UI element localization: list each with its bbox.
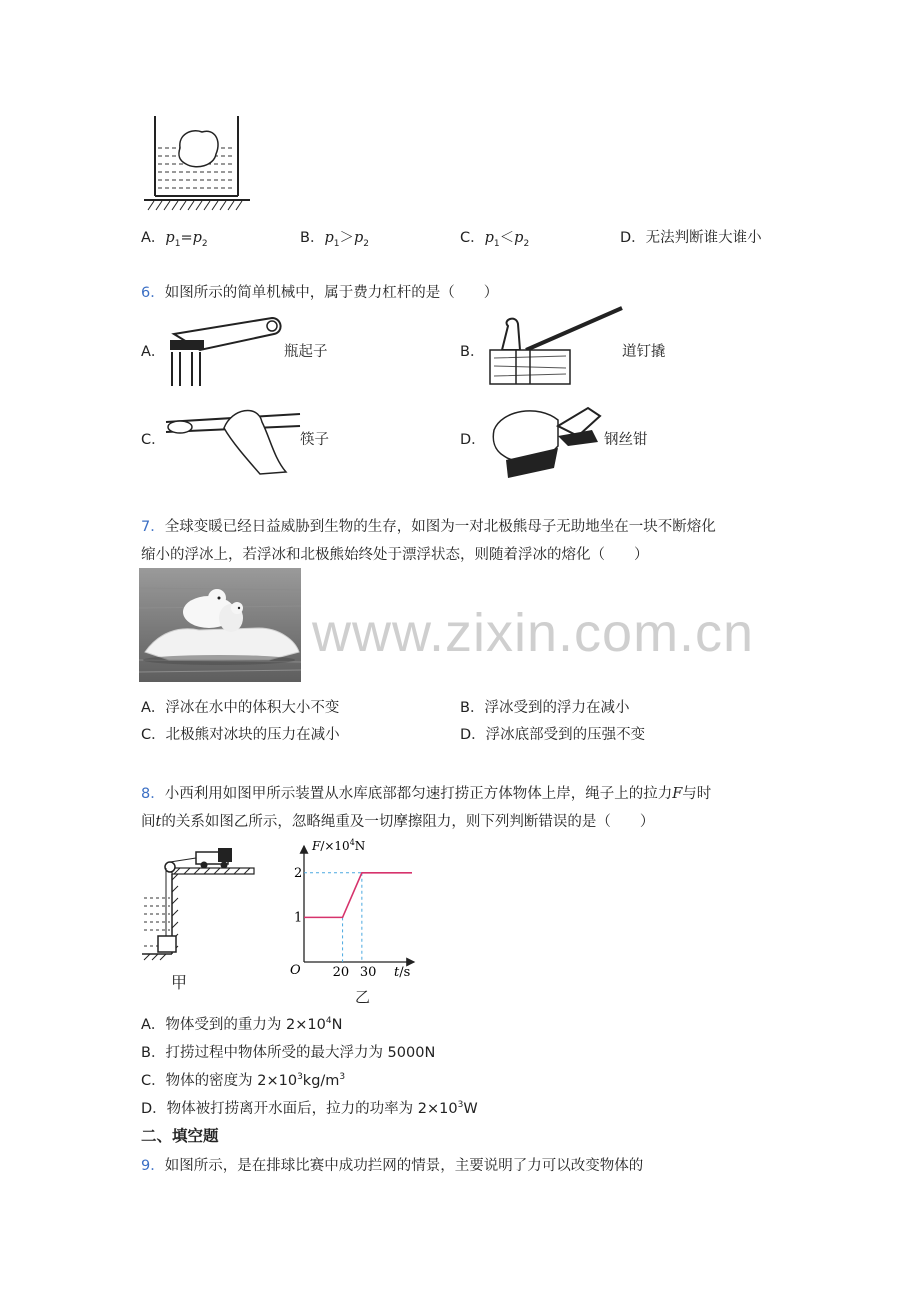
origin-label: O [290, 963, 301, 978]
option-text: 物体受到的重力为 2×10 [165, 1017, 326, 1033]
figure-jia-caption: 甲 [171, 973, 188, 992]
chopsticks-icon [162, 398, 302, 478]
bottle-opener-icon [160, 312, 288, 388]
q6-option-d-label[interactable]: D． [460, 432, 486, 448]
time-symbol: t [155, 814, 162, 830]
q5-option-c[interactable] [460, 226, 529, 249]
q6-option-a-caption: 瓶起子 [284, 344, 328, 360]
subscript: 2 [523, 238, 530, 249]
option-unit: kg/m [302, 1073, 340, 1089]
q6-option-b-label[interactable]: B． [460, 344, 485, 360]
question-text: 间 [141, 814, 156, 830]
x-axis-label: t/s [394, 965, 411, 978]
watermark-text: www.zixin.com.cn [312, 603, 755, 663]
q8-option-a[interactable] [141, 1013, 342, 1034]
option-text: 浮冰在水中的体积大小不变 [165, 700, 340, 716]
q7-option-b[interactable] [460, 696, 629, 717]
relation: = [180, 230, 193, 246]
relation: ＜ [499, 230, 515, 246]
q5-option-b[interactable] [300, 226, 369, 249]
q6-option-b-caption: 道钉撬 [622, 344, 666, 360]
p-symbol: p [324, 230, 334, 246]
question-text: 的关系如图乙所示，忽略绳重及一切摩擦阻力，则下列判断错误的是（ ） [161, 814, 655, 830]
q5-option-a[interactable] [141, 226, 208, 249]
y-axis-label: $F/\times 10^4N$ [312, 838, 366, 853]
option-text: 物体的密度为 2×10 [165, 1073, 298, 1089]
p-symbol: p [165, 230, 175, 246]
question-7-stem-line1 [141, 515, 716, 536]
q6-option-c-label[interactable]: C． [141, 432, 166, 448]
question-text: 与时 [682, 786, 712, 802]
force-time-chart [282, 834, 422, 978]
option-label: B． [141, 1045, 166, 1061]
option-label: C． [141, 1073, 166, 1089]
q6-option-c-caption: 筷子 [300, 432, 329, 448]
option-label: B． [460, 700, 485, 716]
subscript: 2 [201, 238, 208, 249]
question-number: 6． [141, 285, 165, 301]
question-number: 8． [141, 786, 165, 802]
figure-yi-caption: 乙 [355, 988, 371, 1006]
y-tick-label: 2 [294, 865, 303, 881]
superscript: 3 [297, 1072, 303, 1083]
subscript: 1 [333, 238, 340, 249]
option-label: D． [141, 1101, 167, 1117]
superscript: 3 [457, 1100, 464, 1111]
question-7-stem-line2: 缩小的浮冰上，若浮冰和北极熊始终处于漂浮状态，则随着浮冰的熔化（ ） [141, 547, 649, 563]
superscript: 3 [339, 1072, 346, 1083]
option-label: A． [141, 230, 166, 246]
question-9-stem [141, 1154, 643, 1175]
q5-option-d[interactable] [620, 226, 762, 247]
option-label: C． [460, 230, 485, 246]
option-label: A． [141, 1017, 166, 1033]
y-tick-label: 1 [294, 910, 303, 926]
option-label: A． [141, 700, 166, 716]
option-text: 打捞过程中物体所受的最大浮力为 5000N [165, 1045, 436, 1061]
q7-option-d[interactable] [460, 723, 645, 744]
relation: ＞ [339, 230, 354, 246]
q6-option-d-caption: 钢丝钳 [604, 432, 648, 448]
polar-bear-ice-photo [139, 568, 301, 682]
p-symbol: p [192, 230, 202, 246]
force-series-line [304, 873, 412, 918]
question-8-stem-line2 [141, 810, 654, 831]
superscript: 4 [325, 1016, 332, 1027]
p-symbol: p [484, 230, 494, 246]
q8-option-d[interactable] [141, 1097, 478, 1118]
wire-pliers-icon [488, 396, 608, 484]
x-tick-label: 20 [332, 965, 350, 978]
question-number: 9． [141, 1158, 165, 1174]
question-8-stem-line1 [141, 782, 711, 803]
option-text: 浮冰受到的浮力在减小 [484, 700, 630, 716]
q7-option-a[interactable] [141, 696, 339, 717]
section-title: 二、填空题 [141, 1127, 219, 1145]
container-ball-figure [140, 110, 252, 214]
option-label: C． [141, 727, 166, 743]
question-text: 如图所示的简单机械中，属于费力杠杆的是（ ） [164, 285, 499, 301]
x-tick-label: 30 [359, 965, 377, 978]
q6-option-a-label[interactable]: A． [141, 344, 166, 360]
subscript: 2 [363, 238, 370, 249]
spike-crowbar-icon [486, 306, 626, 390]
question-text: 全球变暖已经日益威胁到生物的生存，如图为一对北极熊母子无助地坐在一块不断熔化 [164, 519, 716, 535]
p-symbol: p [353, 230, 364, 246]
option-label: B． [300, 230, 325, 246]
option-unit: N [331, 1017, 343, 1033]
question-6-stem [141, 281, 498, 302]
option-unit: W [463, 1101, 478, 1117]
q8-option-c[interactable] [141, 1069, 345, 1090]
truck-pulley-figure [138, 840, 260, 964]
q7-option-c[interactable] [141, 723, 340, 744]
question-text: 小西利用如图甲所示装置从水库底部都匀速打捞正方体物体上岸，绳子上的拉力 [164, 786, 673, 802]
question-text: 如图所示，是在排球比赛中成功拦网的情景，主要说明了力可以改变物体的 [164, 1158, 644, 1174]
option-text: 无法判断谁大谁小 [645, 230, 762, 246]
option-text: 北极熊对冰块的压力在减小 [165, 727, 340, 743]
q8-option-b[interactable] [141, 1041, 435, 1062]
p-symbol: p [514, 230, 524, 246]
option-label: D． [460, 727, 486, 743]
force-symbol: F [672, 786, 683, 802]
option-text: 物体被打捞离开水面后，拉力的功率为 2×10 [166, 1101, 458, 1117]
question-number: 7． [141, 519, 165, 535]
subscript: 1 [493, 238, 500, 249]
subscript: 1 [174, 238, 181, 249]
option-text: 浮冰底部受到的压强不变 [485, 727, 646, 743]
option-label: D． [620, 230, 646, 246]
